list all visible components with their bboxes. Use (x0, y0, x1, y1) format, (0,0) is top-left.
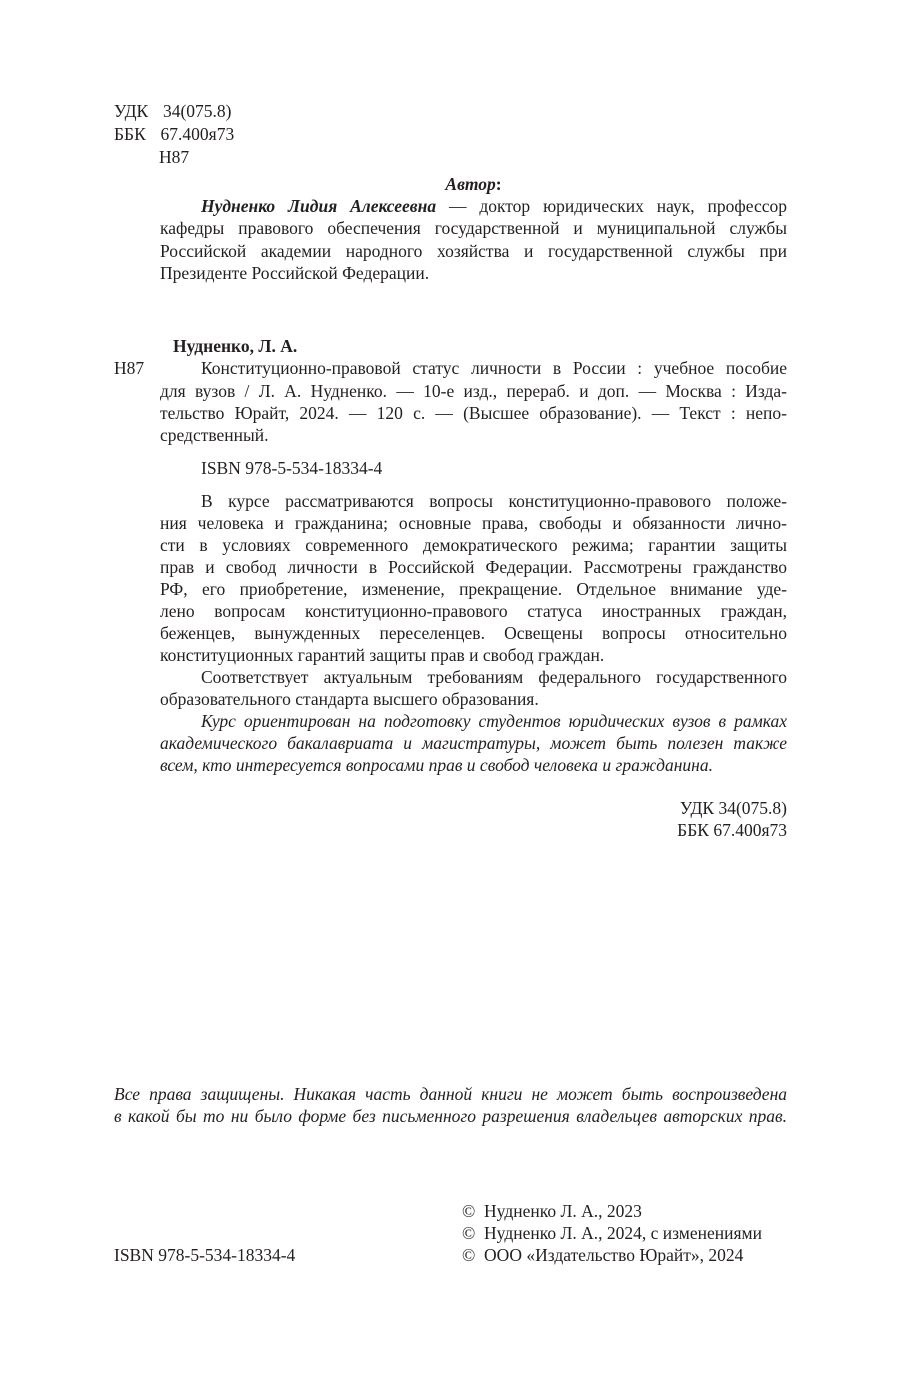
annotation-p1-line-2: ния человека и гражданина; основные права, свободы и обязанности лично- (160, 513, 787, 533)
author-line-1 (201, 195, 787, 217)
annotation-p2-line-2: образовательного стандарта высшего образования. (160, 689, 539, 709)
udk-label: УДК (114, 101, 149, 121)
author-line-2: кафедры правового обеспечения государственной и муниципальной службы (160, 218, 787, 238)
udk-line (114, 100, 232, 122)
catalog-entry-line-4: средственный. (160, 425, 269, 445)
bbk-line (114, 123, 234, 145)
bbk-right: ББК 67.400я73 (677, 820, 787, 840)
author-heading (160, 173, 787, 195)
udk-value: 34(075.8) (162, 101, 232, 121)
bbk-label: ББК (114, 124, 146, 144)
catalog-author-mark: Н87 (114, 358, 145, 378)
annotation-p1-line-6: лено вопросам конституционно-правового статуса иностранных граждан, (160, 601, 787, 621)
catalog-isbn: ISBN 978-5-534-18334-4 (201, 458, 383, 478)
annotation-p1-line-1: В курсе рассматриваются вопросы конституционно-правового положе- (201, 491, 787, 511)
bbk-value: 67.400я73 (160, 124, 235, 144)
annotation-p1-line-3: сти в условиях современного демократического режима; гарантии защиты (160, 535, 787, 555)
author-heading-colon: : (495, 174, 502, 194)
author-heading-text: Автор (445, 174, 496, 194)
rights-notice-line-2: в какой бы то ни было форме без письменного разрешения владельцев авторских прав. (114, 1106, 787, 1126)
author-line-3: Российской академии народного хозяйства и государственной службы при (160, 241, 787, 261)
annotation-p1-line-4: прав и свобод личности в Российской Федерации. Рассмотрены гражданство (160, 557, 787, 577)
annotation-p3-line-3: всем, кто интересуется вопросами прав и свобод человека и гражданина. (160, 755, 713, 775)
author-mark-top: Н87 (159, 147, 190, 167)
copyright-line-1: © Нудненко Л. А., 2023 (462, 1201, 642, 1221)
footer-isbn: ISBN 978-5-534-18334-4 (114, 1245, 296, 1265)
catalog-entry-line-1: Конституционно-правовой статус личности в России : учебное пособие (201, 358, 787, 378)
copyright-line-3: © ООО «Издательство Юрайт», 2024 (462, 1245, 744, 1265)
udk-right: УДК 34(075.8) (679, 798, 787, 818)
catalog-entry-line-2: для вузов / Л. А. Нудненко. — 10-е изд., перераб. и доп. — Москва : Изда- (160, 381, 787, 401)
catalog-author-heading: Нудненко, Л. А. (173, 336, 298, 356)
annotation-p2-line-1: Соответствует актуальным требованиям федерального государственного (201, 667, 787, 687)
annotation-p1-line-5: РФ, его приобретение, изменение, прекращение. Отдельное внимание уде- (160, 579, 787, 599)
annotation-p3-line-2: академического бакалавриата и магистратуры, может быть полезен также (160, 733, 787, 753)
annotation-p3-line-1: Курс ориентирован на подготовку студентов юридических вузов в рамках (201, 711, 787, 731)
rights-notice-line-1: Все права защищены. Никакая часть данной книги не может быть воспроизведена (114, 1084, 787, 1104)
author-line-1-rest: — доктор юридических наук, профессор (436, 196, 787, 216)
annotation-p1-line-8: конституционных гарантий защиты прав и свобод граждан. (160, 645, 605, 665)
catalog-entry-line-3: тельство Юрайт, 2024. — 120 с. — (Высшее образование). — Текст : непо- (160, 403, 787, 423)
author-name: Нудненко Лидия Алексеевна (201, 196, 437, 216)
copyright-line-2: © Нудненко Л. А., 2024, с изменениями (462, 1223, 762, 1243)
annotation-p1-line-7: беженцев, вынужденных переселенцев. Освещены вопросы относительно (160, 623, 787, 643)
author-line-4: Президенте Российской Федерации. (160, 263, 430, 283)
